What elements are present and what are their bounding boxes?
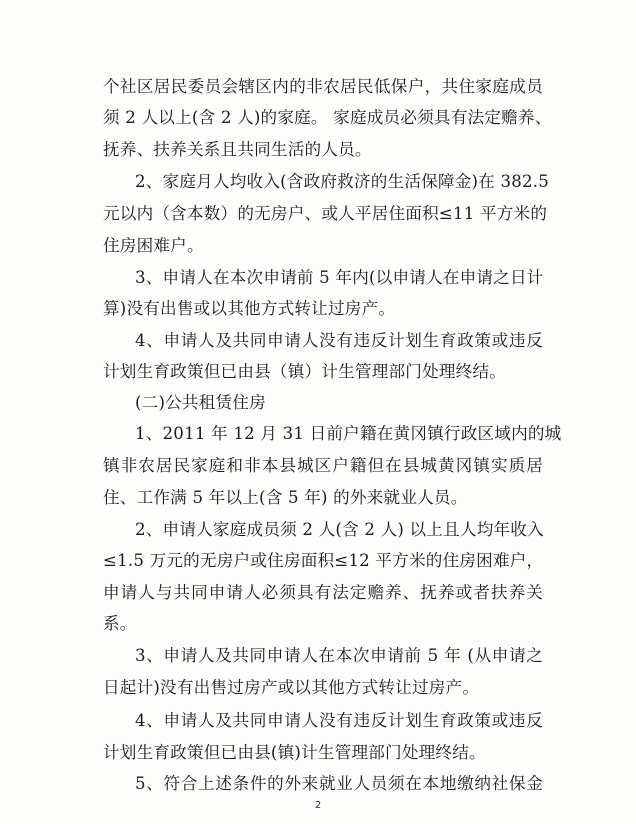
text-line: 镇非农居民家庭和非本县城区户籍但在县城黄冈镇实质居 <box>103 456 543 475</box>
text-line: 算)没有出售或以其他方式转让过房产。 <box>103 299 396 318</box>
text-line: 1、2011 年 12 月 31 日前户籍在黄冈镇行政区域内的城 <box>135 424 562 443</box>
text-line: 须 2 人以上(含 2 人)的家庭。 家庭成员必须具有法定赡养、 <box>103 108 552 127</box>
text-line: 系。 <box>103 614 137 633</box>
text-line: 5、符合上述条件的外来就业人员须在本地缴纳社保金 <box>135 774 543 793</box>
text-line: 申请人与共同申请人必须具有法定赡养、抚养或者扶养关 <box>103 583 543 602</box>
page-number: 2 <box>314 800 322 811</box>
text-line: 抚养、扶养关系且共同生活的人员。 <box>103 140 372 159</box>
text-line: 3、申请人在本次申请前 5 年内(以申请人在申请之日计 <box>135 268 544 287</box>
text-line: 个社区居民委员会辖区内的非农居民低保户，共住家庭成员 <box>103 77 543 96</box>
text-line: 2、家庭月人均收入(含政府救济的生活保障金)在 382.5 <box>135 172 549 191</box>
text-line: 4、申请人及共同申请人没有违反计划生育政策或违反 <box>135 711 543 730</box>
text-line: ≤1.5 万元的无房户或住房面积≤12 平方米的住房困难户， <box>103 551 544 570</box>
text-line: 住房困难户。 <box>103 236 204 255</box>
text-line: 2、申请人家庭成员须 2 人(含 2 人) 以上且人均年收入 <box>135 520 544 539</box>
text-line: 住、工作满 5 年以上(含 5 年) 的外来就业人员。 <box>103 488 468 507</box>
text-line: 3、申请人及共同申请人在本次申请前 5 年 (从申请之 <box>135 646 543 665</box>
text-line: 计划生育政策但已由县(镇)计生管理部门处理终结。 <box>103 743 486 762</box>
text-line: 4、申请人及共同申请人没有违反计划生育政策或违反 <box>135 331 543 350</box>
section-heading: (二)公共租赁住房 <box>135 393 266 412</box>
text-line: 元以内（含本数）的无房户、或人平居住面积≤11 平方米的 <box>103 204 548 223</box>
text-line: 计划生育政策但已由县（镇）计生管理部门处理终结。 <box>103 362 507 381</box>
text-line: 日起计)没有出售过房产或以其他方式转让过房产。 <box>103 678 480 697</box>
